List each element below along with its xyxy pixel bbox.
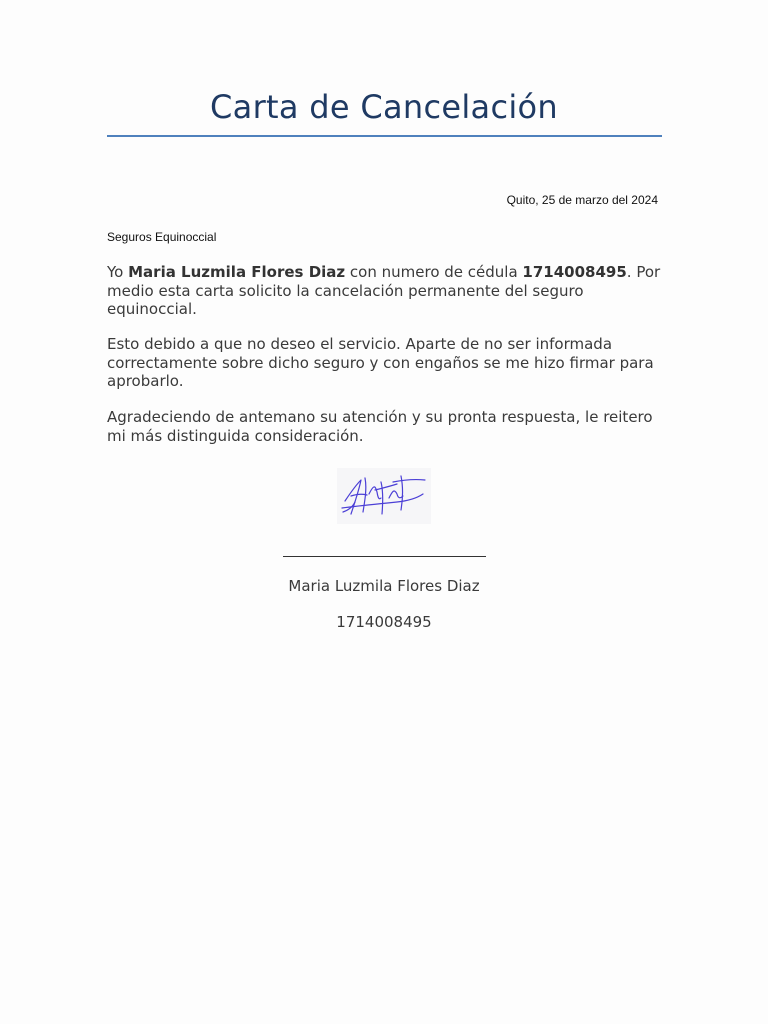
paragraph-intro (107, 263, 667, 319)
recipient-line: Seguros Equinoccial (107, 230, 217, 244)
signer-name: Maria Luzmila Flores Diaz (288, 577, 480, 595)
handwritten-signature (337, 468, 431, 524)
intro-middle: con numero de cédula (345, 263, 523, 281)
intro-suffix: . Por medio esta carta solicito la cancelación permanente del seguro equinoccial. (107, 263, 661, 318)
paragraph-reason: Esto debido a que no deseo el servicio. Aparte de no ser informada correctamente sobre dicho seguro y con engaños se me hizo firmar para aprobarlo. (107, 335, 654, 390)
date-line: Quito, 25 de marzo del 2024 (506, 193, 658, 207)
intro-id-number: 1714008495 (522, 263, 627, 281)
signature-drawing (337, 468, 431, 524)
intro-prefix: Yo (107, 263, 129, 281)
signature-line (283, 556, 486, 557)
signer-id-number: 1714008495 (336, 613, 432, 631)
title-underline (107, 135, 662, 137)
document-title: Carta de Cancelación (210, 88, 558, 126)
intro-name: Maria Luzmila Flores Diaz (128, 263, 346, 281)
paragraph-closing: Agradeciendo de antemano su atención y su pronta respuesta, le reitero mi más distinguida consideración. (107, 408, 653, 445)
